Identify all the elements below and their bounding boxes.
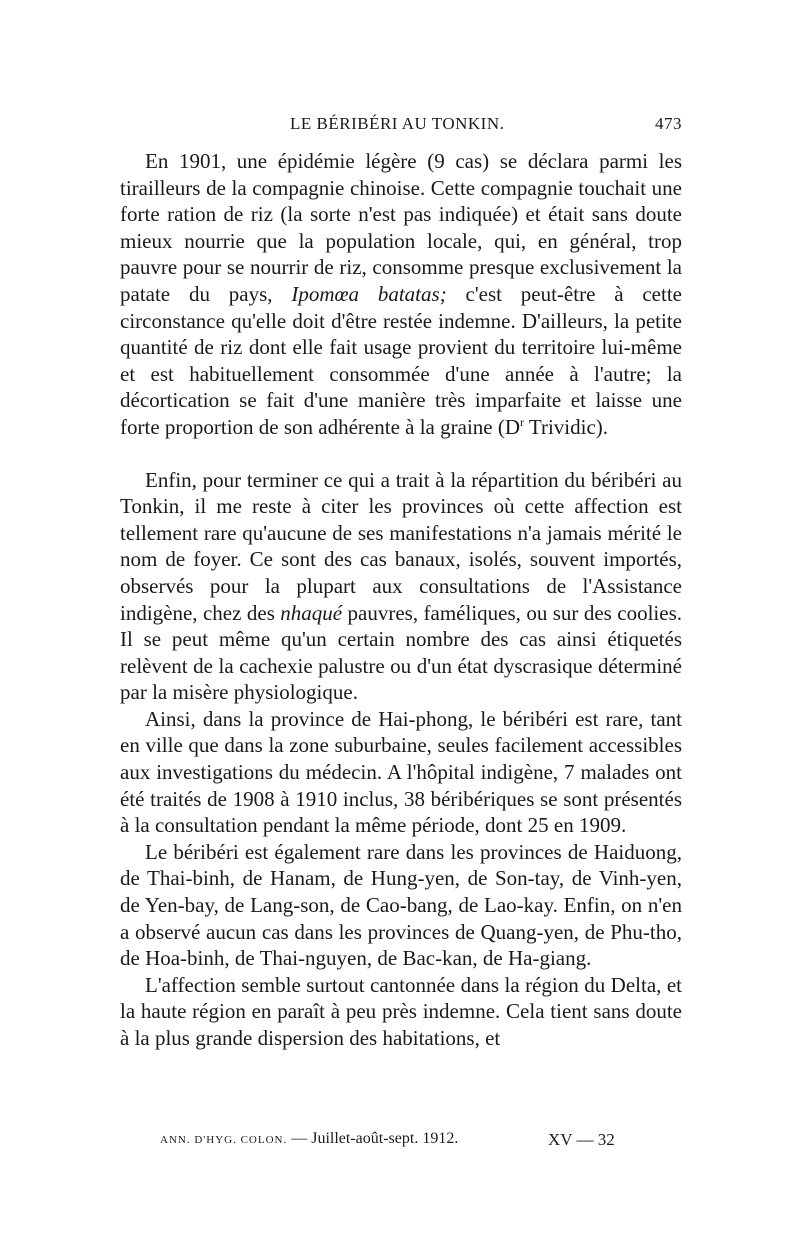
paragraph-text: Ainsi, dans la province de Hai-phong, le béribéri est rare, tant en ville que dans la zone suburbaine, seules facilement accessibles aux investigations du médecin. A l'hôpital indigène, 7 malades ont été traités de 1908 à 1910 inclus, 38 béribériques se sont présentés à la consultation pendant la même période, dont 25 en 1909. — [120, 706, 682, 838]
paragraph-text: Enfin, pour terminer ce qui a trait à la répartition du béribéri au Tonkin, il me reste à citer les provinces où cette affection est tellement rare qu'aucune de ses manifestations n'a jamais mérité le nom de foyer. Ce sont des cas banaux, isolés, souvent importés, observés pour la plupart aux consultations de l'Assistance indigène, chez des — [120, 467, 682, 625]
paragraph-text: L'affection semble surtout cantonnée dans la région du Delta, et la haute région en paraît à peu près indemne. Cela tient sans doute à la plus grande dispersion des habitations, et — [120, 972, 682, 1050]
paragraph-text: En 1901, une épidémie légère (9 cas) se déclara parmi les tirailleurs de la compagnie chinoise. Cette compagnie touchait une forte ration de riz (la sorte n'est pas indiquée) et était sans doute mieux nourrie que la population locale, qui, en général, trop pauvre pour se nourrir de riz, consomme presque exclusivement la patate du pays, — [120, 149, 682, 306]
body-text — [120, 148, 682, 1052]
page-number: 473 — [655, 114, 682, 133]
running-title: LE BÉRIBÉRI AU TONKIN. — [290, 114, 505, 133]
page-footer — [160, 1130, 680, 1154]
paragraph — [120, 148, 682, 441]
paragraph — [120, 839, 682, 972]
journal-abbreviation: ANN. D'HYG. COLON. — [160, 1134, 288, 1146]
paragraph — [120, 467, 682, 706]
paragraph-text: c'est peut-être à cette circonstance qu'elle doit d'être restée indemne. D'ailleurs, la petite quantité de riz dont elle fait usage provient du territoire lui-même et est habituellement consommée d'une année à l'autre; la décortication se fait d'une manière très imparfaite et laisse une forte proportion de son adhérente à la graine (D — [120, 281, 682, 439]
journal-date: — Juillet-août-sept. 1912. — [287, 1130, 459, 1147]
paragraph-text: pauvres, faméliques, ou sur des coolies. Il se peut même qu'un certain nombre des cas ainsi étiquetés relèvent de la cachexie palustre ou d'un état dyscrasique déterminé par la misère physiologique. — [120, 600, 682, 705]
paragraph-text: Le béribéri est également rare dans les provinces de Haiduong, de Thai-binh, de Hanam, de Hung-yen, de Son-tay, de Vinh-yen, de Yen-bay, de Lang-son, de Cao-bang, de Lao-kay. Enfin, on n'en a observé aucun cas dans les provinces de Quang-yen, de Phu-tho, de Hoa-binh, de Thai-nguyen, de Bac-kan, de Ha-giang. — [120, 839, 682, 971]
paragraph — [120, 706, 682, 839]
signature-mark: XV — 32 — [548, 1130, 615, 1149]
italic-term: nhaqué — [280, 600, 343, 625]
journal-reference — [160, 1130, 458, 1148]
italic-term: Ipomœa batatas; — [291, 281, 447, 306]
page-header — [120, 114, 682, 138]
superscript: r — [520, 414, 525, 429]
paragraph — [120, 972, 682, 1052]
paragraph-text: Trividic). — [524, 414, 609, 439]
